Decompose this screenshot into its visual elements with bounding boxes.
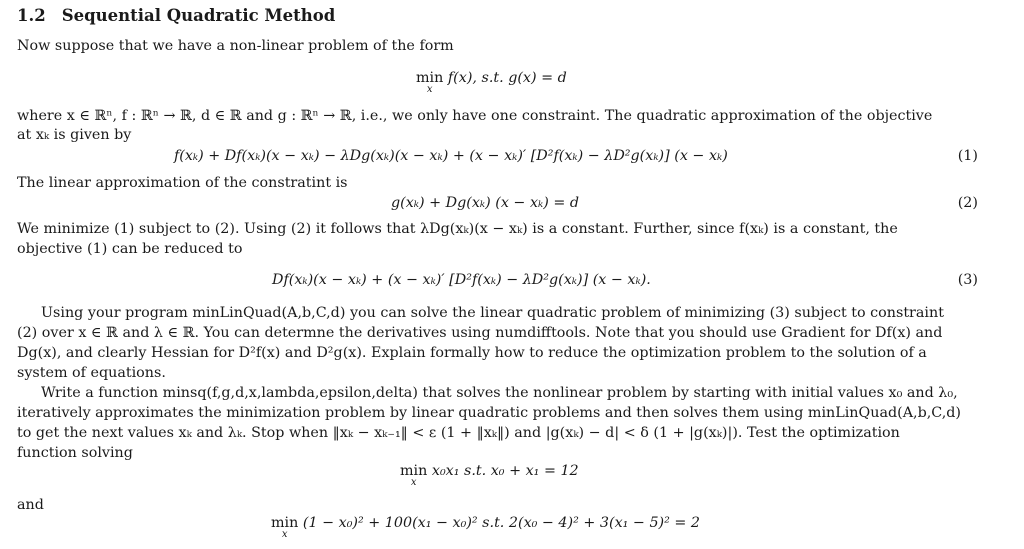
intro-text: Now suppose that we have a non-linear problem of the form xyxy=(17,38,454,54)
test-problem-1 xyxy=(400,463,579,488)
min-operator: min x xyxy=(271,515,299,540)
where-text-line2: at xₖ is given by xyxy=(17,127,132,143)
minimize-text-line2: objective (1) can be reduced to xyxy=(17,241,243,257)
paragraph2-line1: Write a function minsq(f,g,d,x,lambda,epsilon,delta) that solves the nonlinear problem by starting with initial values x₀ and λ₀, xyxy=(41,385,958,401)
minimize-text-line1: We minimize (1) subject to (2). Using (2) it follows that λDg(xₖ)(x − xₖ) is a constant. Further, since f(xₖ) is a constant, the xyxy=(17,221,898,237)
min-operator: min x xyxy=(400,463,428,488)
equation-2: g(xₖ) + Dg(xₖ) (x − xₖ) = d xyxy=(391,195,580,211)
equation-1-label: (1) xyxy=(957,148,978,164)
linear-approx-intro: The linear approximation of the constratint is xyxy=(17,175,348,191)
where-text-line1: where x ∈ ℝⁿ, f : ℝⁿ → ℝ, d ∈ ℝ and g : ℝⁿ → ℝ, i.e., we only have one constraint. The quadratic approximation of the objective xyxy=(17,108,933,124)
section-heading xyxy=(17,6,335,25)
paragraph1-line3: Dg(x), and clearly Hessian for D²f(x) and D²g(x). Explain formally how to reduce the optimization problem to the solution of a xyxy=(17,345,927,361)
section-number: 1.2 xyxy=(17,6,46,25)
equation-1: f(xₖ) + Df(xₖ)(x − xₖ) − λDg(xₖ)(x − xₖ) + (x − xₖ)′ [D²f(xₖ) − λD²g(xₖ)] (x − xₖ) xyxy=(174,148,728,164)
equation-3: Df(xₖ)(x − xₖ) + (x − xₖ)′ [D²f(xₖ) − λD²g(xₖ)] (x − xₖ). xyxy=(272,272,651,288)
paragraph1-line2: (2) over x ∈ ℝ and λ ∈ ℝ. You can determne the derivatives using numdifftools. Note that you should use Gradient for Df(x) and xyxy=(17,325,943,341)
problem-equation xyxy=(416,70,567,95)
equation-2-label: (2) xyxy=(957,195,978,211)
paragraph2-line2: iteratively approximates the minimization problem by linear quadratic problems and then solves them using minLinQuad(A,b,C,d) xyxy=(17,405,961,421)
paragraph1-line1: Using your program minLinQuad(A,b,C,d) you can solve the linear quadratic problem of minimizing (3) subject to constraint xyxy=(41,305,944,321)
test-problem-2 xyxy=(271,515,701,540)
and-text: and xyxy=(17,497,44,513)
paragraph2-line4: function solving xyxy=(17,445,133,461)
paragraph2-line3: to get the next values xₖ and λₖ. Stop when ‖xₖ − xₖ₋₁‖ < ε (1 + ‖xₖ‖) and |g(xₖ) − d| < δ (1 + |g(xₖ)|). Test the optimization xyxy=(17,425,900,441)
equation-3-label: (3) xyxy=(957,272,978,288)
problem-body: f(x), s.t. g(x) = d xyxy=(447,70,567,86)
test-problem-2-body: (1 − x₀)² + 100(x₁ − x₀)² s.t. 2(x₀ − 4)² + 3(x₁ − 5)² = 2 xyxy=(302,515,701,531)
min-operator: min x xyxy=(416,70,444,95)
test-problem-1-body: x₀x₁ s.t. x₀ + x₁ = 12 xyxy=(431,463,579,479)
section-title: Sequential Quadratic Method xyxy=(61,6,336,25)
paragraph1-line4: system of equations. xyxy=(17,365,166,381)
